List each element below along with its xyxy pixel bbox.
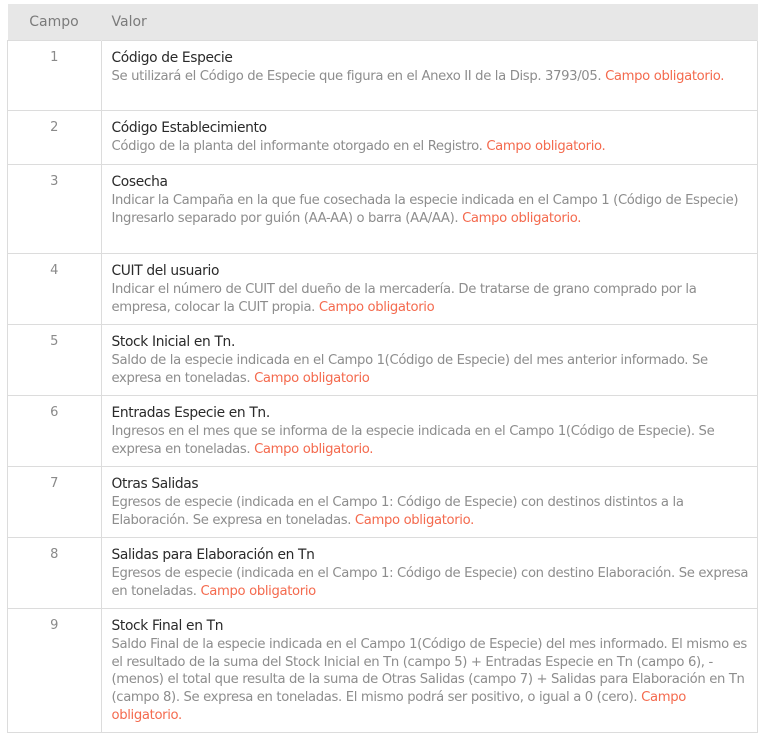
field-number: 3 <box>8 165 102 254</box>
table-row <box>8 538 758 609</box>
required-label: Campo obligatorio <box>254 370 370 386</box>
field-title: Cosecha <box>111 174 168 190</box>
table-row <box>8 254 758 325</box>
field-description: Indicar el número de CUIT del dueño de la mercadería. De tratarse de grano comprado por la empresa, colocar la CUIT propia. <box>111 281 697 315</box>
table-row <box>8 325 758 396</box>
field-number: 4 <box>8 254 102 325</box>
header-row <box>8 4 758 41</box>
required-label: Campo obligatorio. <box>486 138 606 154</box>
field-description: Egresos de especie (indicada en el Campo 1: Código de Especie) con destinos distintos a la Elaboración. Se expresa en toneladas. <box>111 494 684 528</box>
table-row <box>8 396 758 467</box>
field-description: Ingresos en el mes que se informa de la especie indicada en el Campo 1(Código de Especie). Se expresa en toneladas. <box>111 423 715 457</box>
required-label: Campo obligatorio. <box>111 690 686 723</box>
field-title: Otras Salidas <box>111 476 199 492</box>
required-label: Campo obligatorio. <box>254 441 374 457</box>
field-value-cell <box>101 467 758 538</box>
field-title: Stock Final en Tn <box>111 618 224 634</box>
table-row <box>8 41 758 111</box>
field-value-cell <box>101 396 758 467</box>
field-number: 5 <box>8 325 102 396</box>
field-value-cell <box>101 609 758 733</box>
field-number: 8 <box>8 538 102 609</box>
header-valor: Valor <box>101 4 758 41</box>
field-title: Stock Inicial en Tn. <box>111 334 235 350</box>
required-label: Campo obligatorio <box>200 583 316 599</box>
table-row <box>8 111 758 165</box>
field-value-cell <box>101 254 758 325</box>
field-title: Código de Especie <box>111 50 233 66</box>
table-row <box>8 165 758 254</box>
field-title: Entradas Especie en Tn. <box>111 405 270 421</box>
field-value-cell <box>101 165 758 254</box>
field-description: Saldo de la especie indicada en el Campo 1(Código de Especie) del mes anterior informado. Se expresa en toneladas. <box>111 352 708 386</box>
field-description: Código de la planta del informante otorgado en el Registro. <box>111 138 487 154</box>
fields-table <box>7 4 758 733</box>
field-number: 6 <box>8 396 102 467</box>
field-title: Código Establecimiento <box>111 120 267 136</box>
field-description: Saldo Final de la especie indicada en el Campo 1(Código de Especie) del mes informado. El mismo es el resultado de la suma del Stock Inicial en Tn (campo 5) + Entradas Especie en Tn (campo 6), - (menos) el total que resulta de la suma de Otras Salidas (campo 7) + Salidas para Elaboración en Tn (campo 8). Se expresa en toneladas. El mismo podrá ser positivo, o igual a 0 (cero). <box>111 636 747 706</box>
table-body <box>8 41 758 733</box>
field-value-cell <box>101 111 758 165</box>
required-label: Campo obligatorio. <box>605 68 725 84</box>
field-value-cell <box>101 325 758 396</box>
fields-table-container <box>7 4 758 733</box>
required-label: Campo obligatorio <box>318 299 435 315</box>
field-value-cell <box>101 41 758 111</box>
field-title: Salidas para Elaboración en Tn <box>111 547 315 563</box>
field-description: Egresos de especie (indicada en el Campo 1: Código de Especie) con destino Elaboración. Se expresa en toneladas. <box>111 565 749 599</box>
field-description: Indicar la Campaña en la que fue cosechada la especie indicada en el Campo 1 (Código de Especie) Ingresarlo separado por guión (AA-AA) o barra (AA/AA). <box>111 192 739 226</box>
field-number: 2 <box>8 111 102 165</box>
required-label: Campo obligatorio. <box>462 210 582 226</box>
field-description: Se utilizará el Código de Especie que figura en el Anexo II de la Disp. 3793/05. <box>111 68 606 84</box>
header-campo: Campo <box>8 4 102 41</box>
table-header <box>8 4 758 41</box>
field-number: 9 <box>8 609 102 733</box>
field-value-cell <box>101 538 758 609</box>
field-number: 1 <box>8 41 102 111</box>
table-row <box>8 467 758 538</box>
field-number: 7 <box>8 467 102 538</box>
required-label: Campo obligatorio. <box>354 512 474 528</box>
table-row <box>8 609 758 733</box>
field-title: CUIT del usuario <box>111 263 220 279</box>
